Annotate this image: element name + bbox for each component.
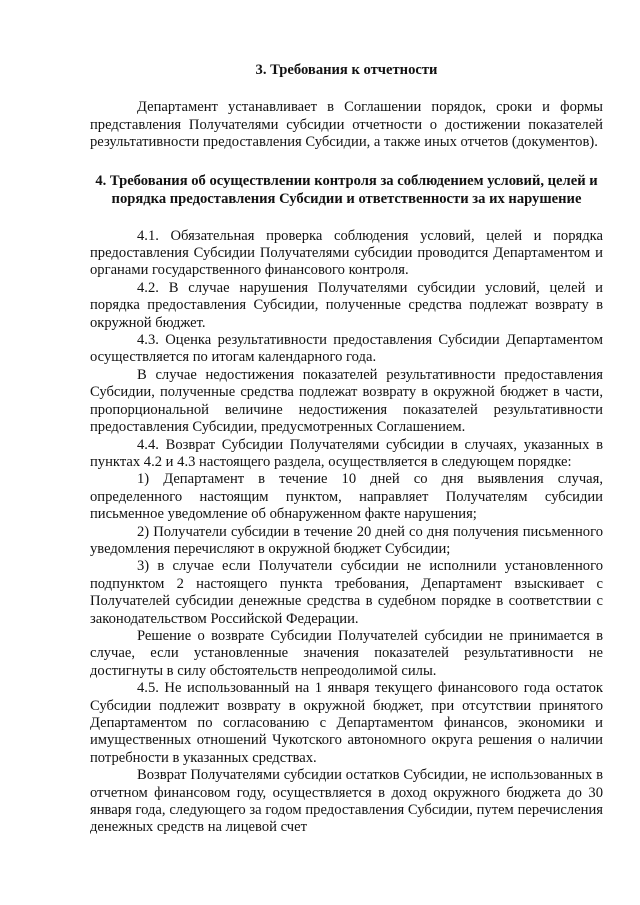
paragraph-4-1: 4.1. Обязательная проверка соблюдения условий, целей и порядка предоставления Субсидии Получателями субсидии проводится Департаментом и органами государственного финансового контроля. bbox=[90, 227, 603, 279]
section-3-paragraph: Департамент устанавливает в Соглашении порядок, сроки и формы представления Получателями субсидии отчетности о достижении показателей результативности предоставления Субсидии, а также иных отчетов (документов). bbox=[90, 99, 603, 151]
paragraph-4-5: 4.5. Не использованный на 1 января текущего финансового года остаток Субсидии подлежит возврату в окружной бюджет, при отсутствии принятого Департаментом по согласованию с Департаментом финансов, экономики и имущественных отношений Чукотского автономного округа решения о наличии потребности в указанных средствах. bbox=[90, 680, 603, 766]
paragraph-4-4-exception: Решение о возврате Субсидии Получателей субсидии не принимается в случае, если установленные значения показателей результативности не достигнуты в силу обстоятельств непреодолимой силы. bbox=[90, 627, 603, 679]
paragraph-4-4: 4.4. Возврат Субсидии Получателями субсидии в случаях, указанных в пунктах 4.2 и 4.3 настоящего раздела, осуществляется в следующем порядке: bbox=[90, 436, 603, 470]
section-3-heading: 3. Требования к отчетности bbox=[255, 62, 438, 78]
paragraph-4-4-item-2: 2) Получатели субсидии в течение 20 дней со дня получения письменного уведомления перечисляют в окружной бюджет Субсидии; bbox=[90, 523, 603, 557]
document-page bbox=[90, 62, 603, 837]
paragraph-4-3-continued: В случае недостижения показателей результативности предоставления Субсидии, полученные средства подлежат возврату в окружной бюджет в части, пропорциональной величине недостижения показателей результативности предоставления Субсидии, предусмотренных Соглашением. bbox=[90, 366, 603, 436]
paragraph-4-5-continued: Возврат Получателями субсидии остатков Субсидии, не использованных в отчетном финансовом году, осуществляется в доход окружного бюджета до 30 января года, следующего за годом предоставления Субсидии, путем перечисления денежных средств на лицевой счет bbox=[90, 767, 603, 836]
section-4-heading: 4. Требования об осуществлении контроля за соблюдением условий, целей и порядка предоставления Субсидии и ответственности за их нарушение bbox=[95, 172, 598, 207]
paragraph-4-4-item-1: 1) Департамент в течение 10 дней со дня выявления случая, определенного настоящим пунктом, направляет Получателям субсидии письменное уведомление об обнаруженном факте нарушения; bbox=[90, 471, 603, 523]
paragraph-4-2: 4.2. В случае нарушения Получателями субсидии условий, целей и порядка предоставления Субсидии, полученные средства подлежат возврату в окружной бюджет. bbox=[90, 279, 603, 331]
paragraph-4-3: 4.3. Оценка результативности предоставления Субсидии Департаментом осуществляется по итогам календарного года. bbox=[90, 332, 603, 366]
paragraph-4-4-item-3: 3) в случае если Получатели субсидии не исполнили установленного подпунктом 2 настоящего пункта требования, Департамент взыскивает с Получателей субсидии денежные средства в судебном порядке в соответствии с законодательством Российской Федерации. bbox=[90, 558, 603, 627]
